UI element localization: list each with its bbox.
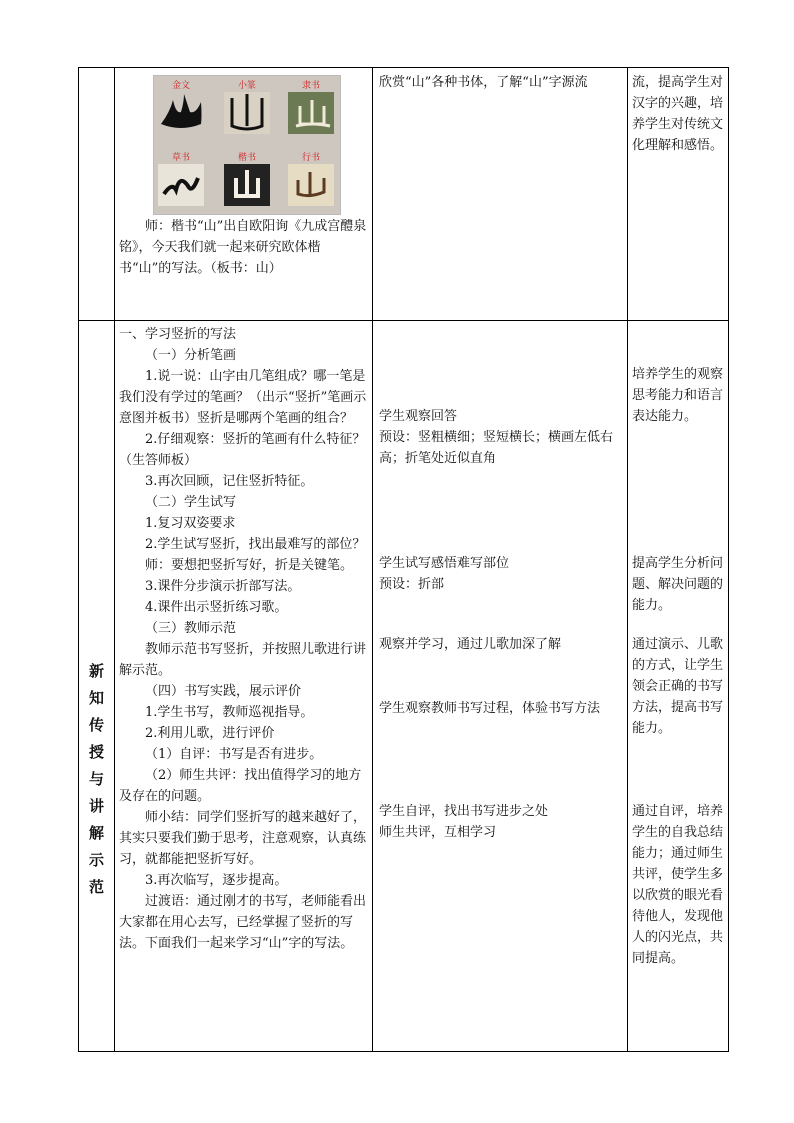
teacher-line: 师：要想把竖折写好，折是关键笔。	[145, 558, 354, 573]
teacher-line: 4.课件出示竖折练习歌。	[145, 600, 288, 615]
column-divider	[372, 68, 373, 1051]
jinwen-glyph	[158, 92, 204, 134]
script-label-kaishu: 楷书	[237, 153, 256, 163]
row1-student-activity	[379, 72, 621, 93]
teacher-line: 1.说一说：山字由几笔组成？哪一笔是我们没有学过的笔画？（出示“竖折”笔画示意图并板书）竖折是哪两个笔画的组合？	[119, 369, 367, 426]
script-label-caoshu: 草书	[171, 153, 190, 163]
teacher-line: （1）自评：书写是否有进步。	[145, 747, 323, 762]
section-label: 新 知 传 授 与 讲 解 示 范	[88, 662, 104, 896]
row2-student-activity	[379, 698, 621, 719]
lishu-glyph	[288, 92, 334, 134]
xingshu-glyph	[288, 164, 334, 206]
teacher-line: 3.课件分步演示折部写法。	[145, 579, 301, 594]
teacher-line: 师小结：同学们竖折写的越来越好了，其实只要我们勤于思考，注意观察，认真练习，就都能把竖折写好。	[119, 810, 367, 867]
row2-design-purpose	[632, 553, 724, 616]
script-label-xiaozhuan: 小篆	[237, 81, 256, 91]
teacher-line: 3.再次临写，逐步提高。	[145, 873, 288, 888]
xiaozhuan-glyph	[224, 92, 270, 134]
teacher-line: 1.复习双姿要求	[145, 516, 236, 531]
row2-design-purpose	[632, 801, 724, 969]
teacher-text: 师：楷书“山”出自欧阳询《九成宫醴泉铭》，今天我们就一起来研究欧体楷书“山”的写法。（板书：山）	[119, 219, 367, 276]
lesson-table	[78, 67, 729, 1052]
purpose-text: 培养学生的观察思考能力和语言表达能力。	[632, 367, 724, 424]
student-line: 学生试写感悟难写部位	[379, 556, 510, 571]
script-label-lishu: 隶书	[301, 81, 320, 91]
student-text: 欣赏“山”各种书体，了解“山”字源流	[379, 75, 588, 90]
teacher-line: 3.再次回顾，记住竖折特征。	[145, 474, 314, 489]
teacher-line: 过渡语：通过刚才的书写，老师能看出大家都在用心去写，已经掌握了竖折的写法。下面我们一起来学习“山”字的写法。	[119, 894, 367, 951]
kaishu-glyph	[224, 164, 270, 206]
student-line: 师生共评，互相学习	[379, 825, 497, 840]
purpose-text: 流，提高学生对汉字的兴趣，培养学生对传统文化理解和感悟。	[632, 75, 724, 153]
row1-design-purpose	[632, 72, 724, 156]
teacher-line: （四）书写实践，展示评价	[145, 684, 302, 699]
student-line: 观察并学习，通过儿歌加深了解	[379, 637, 562, 652]
script-label-jinwen: 金文	[171, 81, 190, 91]
row2-design-purpose	[632, 364, 724, 427]
teacher-line: 2.学生试写竖折，找出最难写的部位？	[145, 537, 366, 552]
column-divider	[627, 68, 628, 1051]
purpose-text: 通过自评，培养学生的自我总结能力；通过师生共评，使学生多以欣赏的眼光看待他人，发现他人的闪光点，共同提高。	[632, 804, 724, 966]
teacher-line: 2.仔细观察：竖折的笔画有什么特征？（生答师板）	[119, 432, 366, 468]
row2-student-activity	[379, 634, 621, 655]
teacher-line: 一、学习竖折的写法	[119, 327, 237, 342]
teacher-line: （一）分析笔画	[145, 348, 237, 363]
teacher-line: 1.学生书写，教师巡视指导。	[145, 705, 314, 720]
column-divider	[114, 68, 115, 1051]
script-label-xingshu: 行书	[301, 153, 320, 163]
teacher-line: 2.利用儿歌，进行评价	[145, 726, 275, 741]
purpose-text: 提高学生分析问题、解决问题的能力。	[632, 556, 724, 613]
row2-student-activity	[379, 801, 621, 843]
teacher-line: （二）学生试写	[145, 495, 237, 510]
student-line: 预设：竖粗横细；竖短横长；横画左低右高；折笔处近似直角	[379, 430, 614, 466]
row-divider	[79, 320, 728, 321]
teacher-line: 教师示范书写竖折，并按照儿歌进行讲解示范。	[119, 642, 367, 678]
purpose-text: 通过演示、儿歌的方式，让学生领会正确的书写方法，提高书写能力。	[632, 637, 724, 736]
row2-student-activity	[379, 406, 621, 469]
row1-teacher-activity	[119, 216, 369, 279]
student-line: 预设：折部	[379, 577, 445, 592]
row2-teacher-activity	[119, 324, 369, 954]
row2-design-purpose	[632, 634, 724, 739]
student-line: 学生观察教师书写过程，体验书写方法	[379, 701, 601, 716]
row2-student-activity	[379, 553, 621, 595]
student-line: 学生自评，找出书写进步之处	[379, 804, 549, 819]
teacher-line: （三）教师示范	[145, 621, 237, 636]
teacher-line: （2）师生共评：找出值得学习的地方及存在的问题。	[119, 768, 362, 804]
calligraphy-scripts-image	[153, 75, 341, 215]
caoshu-glyph	[158, 164, 204, 206]
student-line: 学生观察回答	[379, 409, 458, 424]
